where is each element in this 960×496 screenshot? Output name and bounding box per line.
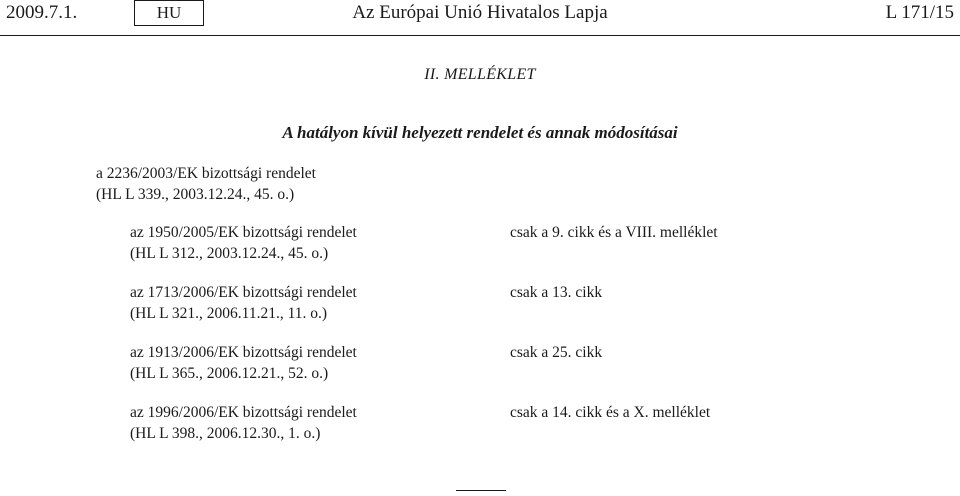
- base-regulation-reference: (HL L 339., 2003.12.24., 45. o.): [96, 186, 295, 203]
- amendment-reference: (HL L 365., 2006.12.21., 52. o.): [130, 365, 329, 382]
- amendment-2: [130, 282, 490, 324]
- amendment-3-note: csak a 25. cikk: [510, 344, 603, 361]
- amendment-4-note: csak a 14. cikk és a X. melléklet: [510, 404, 711, 421]
- page-number: L 171/15: [885, 2, 954, 23]
- header-date: 2009.7.1.: [6, 2, 78, 23]
- amendment-name: az 1950/2005/EK bizottsági rendelet: [130, 224, 357, 241]
- amendment-1-note: csak a 9. cikk és a VIII. melléklet: [510, 224, 718, 241]
- document-title: A hatályon kívül helyezett rendelet és annak módosításai: [282, 123, 678, 142]
- language-code-box: HU: [134, 0, 204, 26]
- base-regulation: [96, 163, 316, 205]
- amendment-1: [130, 222, 490, 264]
- amendment-3: [130, 342, 490, 384]
- amendment-reference: (HL L 312., 2003.12.24., 45. o.): [130, 245, 329, 262]
- amendment-4: [130, 402, 490, 444]
- amendment-name: az 1713/2006/EK bizottsági rendelet: [130, 284, 357, 301]
- annex-title: II. MELLÉKLET: [424, 66, 536, 83]
- journal-title: Az Európai Unió Hivatalos Lapja: [352, 2, 608, 23]
- header-rule: [0, 35, 960, 36]
- amendment-2-note: csak a 13. cikk: [510, 284, 603, 301]
- footer-rule: [456, 490, 506, 491]
- amendment-reference: (HL L 321., 2006.11.21., 11. o.): [130, 305, 328, 322]
- amendment-name: az 1996/2006/EK bizottsági rendelet: [130, 404, 357, 421]
- base-regulation-name: a 2236/2003/EK bizottsági rendelet: [96, 165, 316, 182]
- amendment-reference: (HL L 398., 2006.12.30., 1. o.): [130, 425, 321, 442]
- amendment-name: az 1913/2006/EK bizottsági rendelet: [130, 344, 357, 361]
